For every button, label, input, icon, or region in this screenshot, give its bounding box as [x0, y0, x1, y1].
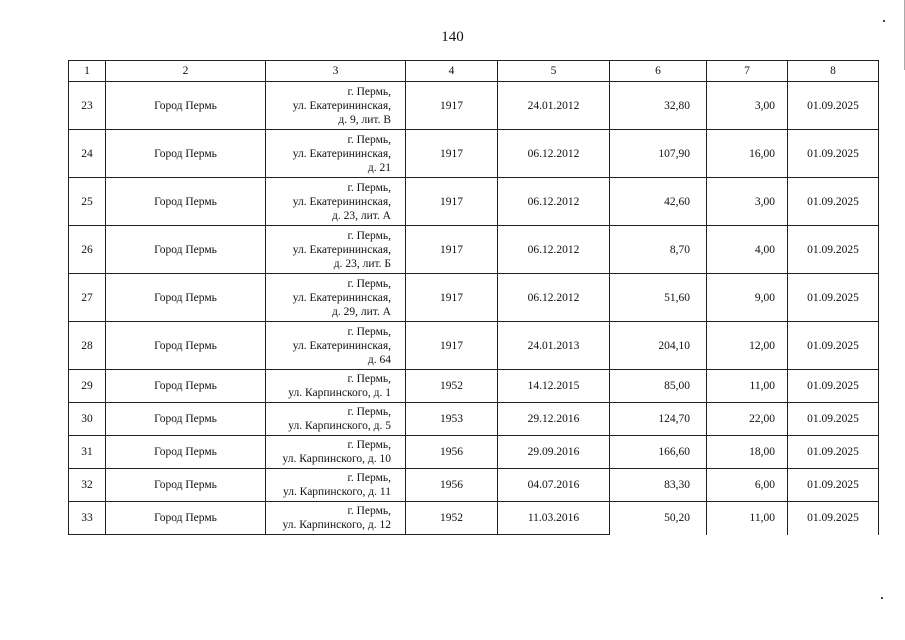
- address-line: ул. Карпинского, д. 5: [288, 420, 391, 432]
- scan-speck: [881, 597, 883, 599]
- column-header: 4: [406, 61, 498, 82]
- table-row: [69, 469, 879, 502]
- row-number-cell: 27: [69, 274, 106, 322]
- table-row: [69, 403, 879, 436]
- reserve-cell: 11,00: [707, 370, 788, 403]
- address-cell: [266, 469, 406, 502]
- year-cell: 1917: [406, 274, 498, 322]
- registration-date-cell: 29.12.2016: [498, 403, 610, 436]
- address-line: г. Пермь,: [347, 181, 391, 194]
- year-cell: 1952: [406, 502, 498, 535]
- area-cell: 42,60: [610, 178, 707, 226]
- table-row: [69, 502, 879, 535]
- row-number-cell: 29: [69, 370, 106, 403]
- municipality-cell: Город Пермь: [106, 502, 266, 535]
- table-row: [69, 130, 879, 178]
- row-number-cell: 33: [69, 502, 106, 535]
- table-row: [69, 322, 879, 370]
- reserve-cell: 3,00: [707, 82, 788, 130]
- effective-date-cell: 01.09.2025: [788, 274, 879, 322]
- area-cell: 124,70: [610, 403, 707, 436]
- effective-date-cell: 01.09.2025: [788, 469, 879, 502]
- address-cell: [266, 130, 406, 178]
- address-line: г. Пермь,: [347, 133, 391, 146]
- address-line: г. Пермь,: [347, 472, 391, 484]
- row-number-cell: 25: [69, 178, 106, 226]
- year-cell: 1956: [406, 469, 498, 502]
- area-cell: 166,60: [610, 436, 707, 469]
- year-cell: 1917: [406, 178, 498, 226]
- table-header-row: [69, 61, 879, 82]
- year-cell: 1917: [406, 322, 498, 370]
- address-line: г. Пермь,: [347, 406, 391, 418]
- row-number-cell: 24: [69, 130, 106, 178]
- registration-date-cell: 29.09.2016: [498, 436, 610, 469]
- address-line: ул. Екатерининская,: [292, 243, 391, 256]
- year-cell: 1917: [406, 130, 498, 178]
- register-table: [68, 60, 879, 535]
- table-row: [69, 178, 879, 226]
- municipality-cell: Город Пермь: [106, 130, 266, 178]
- registration-date-cell: 06.12.2012: [498, 274, 610, 322]
- reserve-cell: 6,00: [707, 469, 788, 502]
- reserve-cell: 11,00: [707, 502, 788, 535]
- reserve-cell: 18,00: [707, 436, 788, 469]
- address-cell: [266, 274, 406, 322]
- municipality-cell: Город Пермь: [106, 226, 266, 274]
- effective-date-cell: 01.09.2025: [788, 370, 879, 403]
- effective-date-cell: 01.09.2025: [788, 322, 879, 370]
- effective-date-cell: 01.09.2025: [788, 403, 879, 436]
- address-line: ул. Екатерининская,: [292, 339, 391, 352]
- address-line: ул. Карпинского, д. 12: [282, 519, 391, 531]
- address-cell: [266, 370, 406, 403]
- municipality-cell: Город Пермь: [106, 322, 266, 370]
- address-line: ул. Карпинского, д. 1: [288, 387, 391, 399]
- reserve-cell: 22,00: [707, 403, 788, 436]
- registration-date-cell: 06.12.2012: [498, 130, 610, 178]
- address-line: д. 23, лит. А: [332, 209, 391, 222]
- year-cell: 1953: [406, 403, 498, 436]
- address-line: ул. Екатерининская,: [292, 195, 391, 208]
- address-cell: [266, 502, 406, 535]
- effective-date-cell: 01.09.2025: [788, 226, 879, 274]
- address-cell: [266, 403, 406, 436]
- address-line: д. 9, лит. В: [338, 113, 391, 126]
- column-header: 1: [69, 61, 106, 82]
- address-line: ул. Екатерининская,: [292, 99, 391, 112]
- address-line: ул. Карпинского, д. 10: [282, 453, 391, 465]
- reserve-cell: 12,00: [707, 322, 788, 370]
- page-number: 140: [441, 29, 464, 45]
- row-number-cell: 26: [69, 226, 106, 274]
- reserve-cell: 16,00: [707, 130, 788, 178]
- row-number-cell: 31: [69, 436, 106, 469]
- address-line: г. Пермь,: [347, 229, 391, 242]
- address-line: ул. Екатерининская,: [292, 291, 391, 304]
- year-cell: 1917: [406, 226, 498, 274]
- effective-date-cell: 01.09.2025: [788, 178, 879, 226]
- area-cell: 204,10: [610, 322, 707, 370]
- address-line: г. Пермь,: [347, 505, 391, 517]
- address-cell: [266, 436, 406, 469]
- municipality-cell: Город Пермь: [106, 403, 266, 436]
- table-row: [69, 370, 879, 403]
- table-row: [69, 226, 879, 274]
- area-cell: 8,70: [610, 226, 707, 274]
- area-cell: 107,90: [610, 130, 707, 178]
- column-header: 3: [266, 61, 406, 82]
- year-cell: 1956: [406, 436, 498, 469]
- effective-date-cell: 01.09.2025: [788, 502, 879, 535]
- column-header: 8: [788, 61, 879, 82]
- effective-date-cell: 01.09.2025: [788, 130, 879, 178]
- address-line: г. Пермь,: [347, 373, 391, 385]
- registration-date-cell: 24.01.2012: [498, 82, 610, 130]
- column-header: 5: [498, 61, 610, 82]
- address-line: г. Пермь,: [347, 325, 391, 338]
- registration-date-cell: 04.07.2016: [498, 469, 610, 502]
- municipality-cell: Город Пермь: [106, 370, 266, 403]
- area-cell: 51,60: [610, 274, 707, 322]
- year-cell: 1917: [406, 82, 498, 130]
- reserve-cell: 4,00: [707, 226, 788, 274]
- reserve-cell: 9,00: [707, 274, 788, 322]
- municipality-cell: Город Пермь: [106, 274, 266, 322]
- row-number-cell: 32: [69, 469, 106, 502]
- address-cell: [266, 226, 406, 274]
- column-header: 6: [610, 61, 707, 82]
- address-line: г. Пермь,: [347, 85, 391, 98]
- address-cell: [266, 322, 406, 370]
- registration-date-cell: 06.12.2012: [498, 178, 610, 226]
- row-number-cell: 30: [69, 403, 106, 436]
- address-cell: [266, 178, 406, 226]
- registration-date-cell: 24.01.2013: [498, 322, 610, 370]
- area-cell: 32,80: [610, 82, 707, 130]
- table-row: [69, 82, 879, 130]
- column-header: 2: [106, 61, 266, 82]
- address-line: д. 64: [367, 353, 391, 366]
- column-header: 7: [707, 61, 788, 82]
- address-line: г. Пермь,: [347, 439, 391, 451]
- area-cell: 83,30: [610, 469, 707, 502]
- municipality-cell: Город Пермь: [106, 436, 266, 469]
- table-body: [69, 82, 879, 535]
- address-line: ул. Екатерининская,: [292, 147, 391, 160]
- reserve-cell: 3,00: [707, 178, 788, 226]
- municipality-cell: Город Пермь: [106, 178, 266, 226]
- address-line: д. 23, лит. Б: [333, 257, 391, 270]
- address-line: д. 29, лит. А: [332, 305, 391, 318]
- table-row: [69, 436, 879, 469]
- row-number-cell: 23: [69, 82, 106, 130]
- registration-date-cell: 14.12.2015: [498, 370, 610, 403]
- area-cell: 85,00: [610, 370, 707, 403]
- address-line: г. Пермь,: [347, 277, 391, 290]
- year-cell: 1952: [406, 370, 498, 403]
- address-line: ул. Карпинского, д. 11: [282, 486, 391, 498]
- registration-date-cell: 11.03.2016: [498, 502, 610, 535]
- scan-speck: [883, 20, 885, 22]
- row-number-cell: 28: [69, 322, 106, 370]
- area-cell: 50,20: [610, 502, 707, 535]
- effective-date-cell: 01.09.2025: [788, 436, 879, 469]
- municipality-cell: Город Пермь: [106, 82, 266, 130]
- table-row: [69, 274, 879, 322]
- registration-date-cell: 06.12.2012: [498, 226, 610, 274]
- address-line: д. 21: [367, 161, 391, 174]
- municipality-cell: Город Пермь: [106, 469, 266, 502]
- address-cell: [266, 82, 406, 130]
- effective-date-cell: 01.09.2025: [788, 82, 879, 130]
